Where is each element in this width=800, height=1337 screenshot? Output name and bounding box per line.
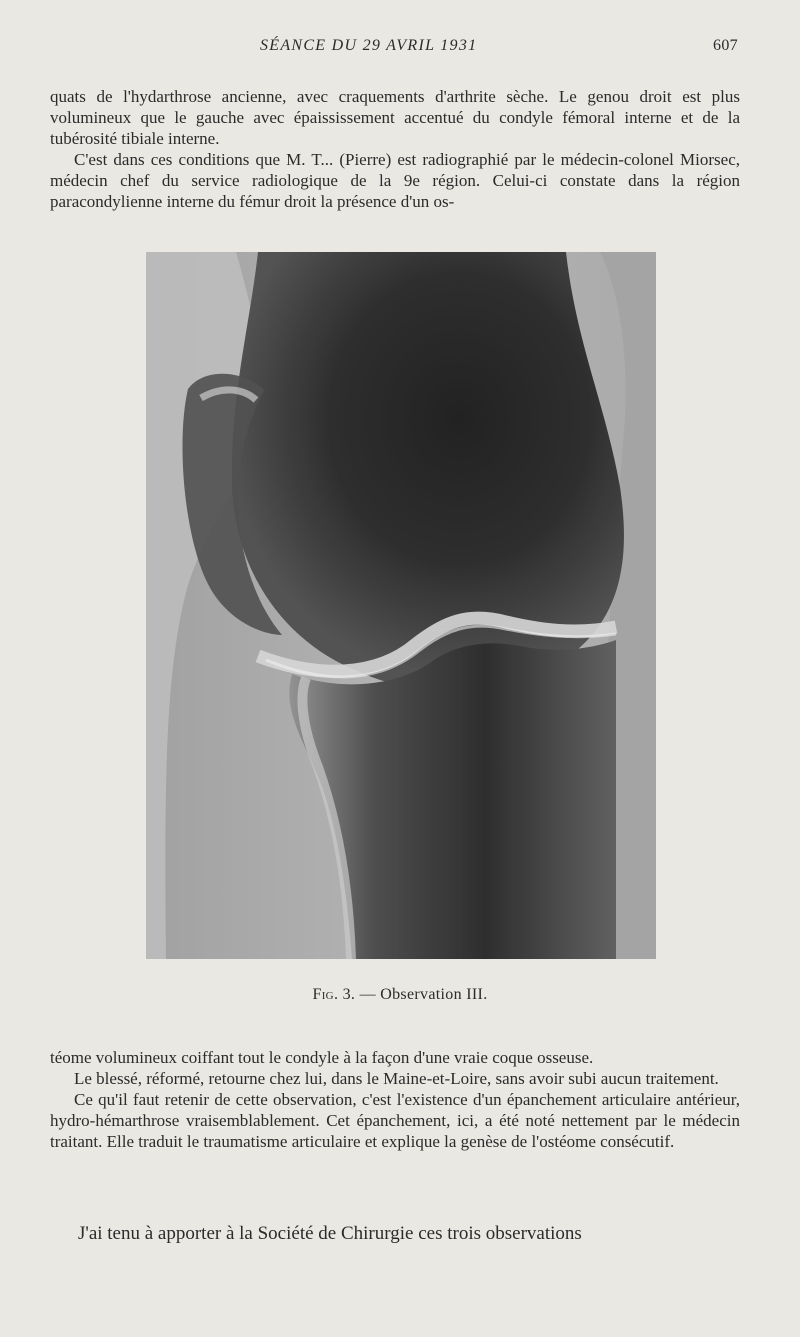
film-overlay	[146, 252, 656, 959]
top-text-block	[50, 86, 740, 212]
paragraph: Le blessé, réformé, retourne chez lui, dans le Maine-et-Loire, sans avoir subi aucun traitement.	[74, 1069, 719, 1088]
knee-radiograph-figure	[146, 252, 656, 959]
knee-radiograph-image	[146, 252, 656, 959]
figure-caption-text: — Observation III.	[359, 986, 488, 1003]
figure-caption	[0, 986, 800, 1004]
paragraph: C'est dans ces conditions que M. T... (Pierre) est radiographié par le médecin-colonel Miorsec, médecin chef du service radiologique de la 9e région. Celui-ci constate dans la région paracondylienne interne du fémur droit la présence d'un os-	[50, 150, 740, 211]
paragraph: téome volumineux coiffant tout le condyle à la façon d'une vraie coque osseuse.	[50, 1048, 594, 1067]
paragraph: Ce qu'il faut retenir de cette observation, c'est l'existence d'un épanchement articulaire antérieur, hydro-hémarthrose vraisemblablement. Cet épanchement, ici, a été noté nettement par le médecin traitant. Elle traduit le traumatisme articulaire et explique la genèse de l'ostéome consécutif.	[50, 1090, 740, 1151]
running-header	[0, 37, 800, 61]
paragraph: quats de l'hydarthrose ancienne, avec craquements d'arthrite sèche. Le genou droit est plus volumineux que le gauche avec épaississement accentué du condyle fémoral interne et de la tubérosité tibiale interne.	[50, 87, 740, 148]
running-title: SÉANCE DU 29 AVRIL 1931	[260, 37, 478, 54]
page-number: 607	[713, 37, 738, 54]
closing-line: J'ai tenu à apporter à la Société de Chirurgie ces trois observations	[78, 1223, 582, 1244]
figure-number: Fig. 3.	[312, 986, 356, 1003]
bottom-text-block	[50, 1047, 740, 1152]
